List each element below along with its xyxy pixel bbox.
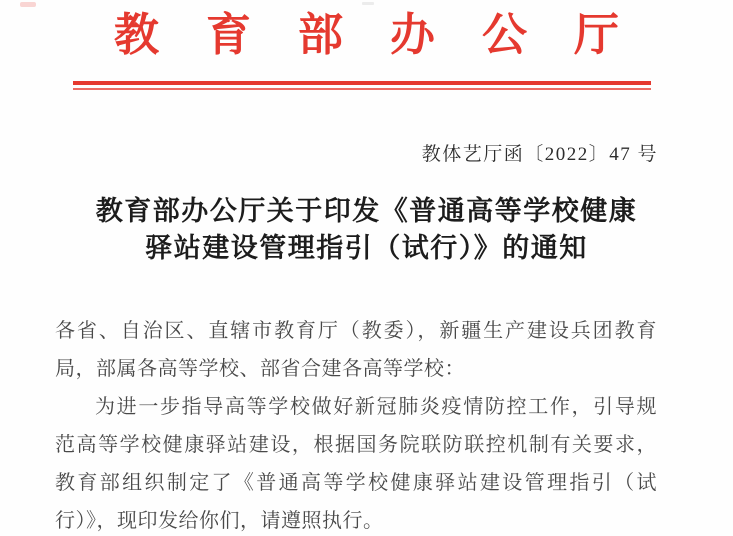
body-line: 范高等学校健康驿站建设，根据国务院联防联控机制有关要求， (55, 434, 657, 456)
letterhead-divider-thick (73, 81, 651, 85)
letterhead-agency-name: 教育部办公厅 (113, 10, 666, 60)
body-line: 教育部组织制定了《普通高等学校健康驿站建设管理指引（试 (55, 472, 657, 494)
body-line: 为进一步指导高等学校做好新冠肺炎疫情防控工作，引导规 (95, 396, 657, 418)
document-title-line1: 教育部办公厅关于印发《普通高等学校健康 (95, 196, 638, 226)
document-title (0, 193, 733, 267)
scan-artifact-red (20, 2, 36, 7)
body-line: 各省、自治区、直辖市教育厅（教委），新疆生产建设兵团教育 (55, 320, 657, 342)
doc-reference-number: 教体艺厅函〔2022〕47 号 (421, 144, 658, 165)
document-title-line2: 驿站建设管理指引（试行）》的通知 (145, 233, 588, 263)
letterhead-divider-thin (73, 88, 651, 90)
paragraph-notice (55, 388, 657, 536)
paragraph-recipients (55, 312, 657, 388)
body-line: 局，部属各高等学校、部省合建各高等学校： (55, 358, 465, 380)
body-line: 行）》，现印发给你们，请遵照执行。 (55, 510, 384, 532)
document-body (55, 312, 657, 536)
scan-artifact-gray (362, 2, 374, 5)
